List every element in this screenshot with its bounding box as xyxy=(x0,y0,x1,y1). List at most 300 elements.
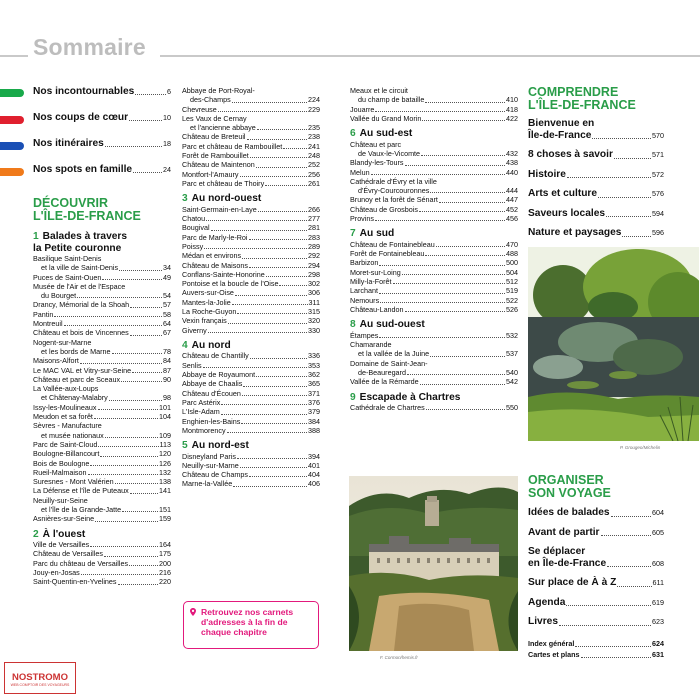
section-8-list xyxy=(350,331,518,387)
toc-entry-page: 394 xyxy=(308,451,320,461)
toc-entry-page: 526 xyxy=(506,304,518,314)
toc-entry[interactable] xyxy=(33,431,171,440)
toc-entry-page: 54 xyxy=(163,291,171,301)
toc-entry-title: Issy-les-Moulineaux xyxy=(33,402,97,412)
toc-entry-title: Château de Maisons xyxy=(182,260,248,270)
toc-entry[interactable] xyxy=(182,370,320,379)
toc-entry[interactable] xyxy=(33,356,171,365)
toc-entry-title: et l'ancienne abbaye xyxy=(190,123,256,133)
toc-entry xyxy=(33,421,171,430)
toc-entry[interactable] xyxy=(182,151,320,160)
organiser-heading: ORGANISER SON VOYAGE xyxy=(528,473,611,500)
toc-entry[interactable] xyxy=(350,305,518,314)
dot-leader xyxy=(380,302,505,303)
comprendre-heading: COMPRENDRE L'ÎLE-DE-FRANCE xyxy=(528,85,636,112)
toc-entry-page: 58 xyxy=(163,309,171,319)
toc-entry[interactable] xyxy=(350,214,518,223)
toc-entry-page: 444 xyxy=(506,186,518,196)
toc-entry[interactable] xyxy=(350,277,518,286)
toc-entry[interactable] xyxy=(33,568,171,577)
toc-entry[interactable] xyxy=(182,461,320,470)
toc-entry[interactable] xyxy=(182,307,320,316)
toc-entry[interactable] xyxy=(350,331,518,340)
toc-entry xyxy=(33,496,171,505)
section-9-list xyxy=(350,403,518,412)
dot-leader xyxy=(104,556,158,557)
toc-entry-page: 362 xyxy=(308,370,320,380)
organiser-item-6[interactable]: Livres 623 xyxy=(528,616,664,627)
toc-entry-title: Château et bois de Vincennes xyxy=(33,328,129,338)
toc-entry-page: 512 xyxy=(506,277,518,287)
toc-entry[interactable] xyxy=(182,407,320,416)
toc-entry-title: Suresnes - Mont Valérien xyxy=(33,477,114,487)
toc-entry-title: Château de Champs xyxy=(182,470,248,480)
toc-entry[interactable] xyxy=(182,170,320,179)
toc-entry-title: Chevreuse xyxy=(182,104,217,114)
toc-entry[interactable] xyxy=(350,149,518,158)
toc-entry xyxy=(33,282,171,291)
toc-entry-page: 500 xyxy=(506,258,518,268)
toc-entry-title: Les Vaux de Cernay xyxy=(182,113,247,123)
toc-entry[interactable] xyxy=(33,540,171,549)
toc-entry-page: 540 xyxy=(506,367,518,377)
dot-leader xyxy=(405,165,505,166)
toc-entry[interactable] xyxy=(350,158,518,167)
dot-leader xyxy=(54,316,162,317)
address-book-callout xyxy=(183,601,319,649)
toc-entry-page: 404 xyxy=(308,470,320,480)
toc-entry[interactable] xyxy=(182,326,320,335)
highlight-coups-de-coeur[interactable]: Nos coups de cœur 10 xyxy=(33,112,171,123)
toc-entry-title: Musée de l'Air et de l'Espace xyxy=(33,281,126,291)
dot-leader xyxy=(227,432,307,433)
toc-entry-title: Sèvres - Manufacture xyxy=(33,421,102,431)
toc-entry-page: 537 xyxy=(506,349,518,359)
toc-entry-title: Neuilly-sur-Marne xyxy=(182,460,239,470)
dot-leader xyxy=(249,239,307,240)
toc-entry-page: 542 xyxy=(506,377,518,387)
dot-leader xyxy=(211,230,307,231)
dot-leader xyxy=(235,295,307,296)
bar-itineraires xyxy=(0,142,24,150)
toc-entry-title: Poissy xyxy=(182,241,204,251)
toc-entry[interactable] xyxy=(182,205,320,214)
toc-entry-title: Domaine de Saint-Jean- xyxy=(350,358,428,368)
dot-leader xyxy=(606,216,651,217)
toc-entry[interactable] xyxy=(33,310,171,319)
dot-leader xyxy=(115,483,158,484)
toc-entry[interactable] xyxy=(33,459,171,468)
section-2-continued-list xyxy=(182,86,320,188)
dot-leader xyxy=(130,335,162,336)
toc-entry[interactable] xyxy=(33,468,171,477)
toc-entry[interactable] xyxy=(33,505,171,514)
dot-leader xyxy=(95,521,158,522)
toc-chapter-title: Saveurs locales xyxy=(528,207,606,219)
dot-leader xyxy=(240,467,307,468)
dot-leader xyxy=(105,437,158,438)
toc-entry-title: Nemours xyxy=(350,295,380,305)
dot-leader xyxy=(375,111,505,112)
comprendre-item-1[interactable]: Bienvenue en Île-de-France 570 xyxy=(528,118,664,141)
dot-leader xyxy=(371,174,505,175)
toc-entry[interactable] xyxy=(33,403,171,412)
dot-leader xyxy=(622,236,651,237)
toc-entry-title: et la ville de Saint-Denis xyxy=(41,263,119,273)
toc-entry-page: 241 xyxy=(308,141,320,151)
toc-entry[interactable] xyxy=(182,479,320,488)
toc-entry[interactable] xyxy=(350,403,518,412)
toc-entry[interactable] xyxy=(33,477,171,486)
bar-coups-de-coeur xyxy=(0,116,24,124)
toc-entry-title: et les bords de Marne xyxy=(41,346,111,356)
toc-entry[interactable] xyxy=(182,123,320,132)
toc-entry[interactable] xyxy=(182,389,320,398)
toc-entry[interactable] xyxy=(350,249,518,258)
toc-entry-title: Parc de Saint-Cloud xyxy=(33,439,98,449)
toc-entry[interactable] xyxy=(182,105,320,114)
toc-entry xyxy=(33,384,171,393)
toc-entry[interactable] xyxy=(33,300,171,309)
dot-leader xyxy=(265,185,307,186)
toc-entry[interactable] xyxy=(33,577,171,586)
toc-entry[interactable] xyxy=(182,379,320,388)
toc-entry-title: Étampes xyxy=(350,330,379,340)
toc-entry-page: 164 xyxy=(159,540,171,550)
dot-leader xyxy=(419,211,505,212)
toc-entry[interactable] xyxy=(182,417,320,426)
toc-entry-page: 365 xyxy=(308,379,320,389)
toc-entry[interactable] xyxy=(33,366,171,375)
toc-entry-title: Montreuil xyxy=(33,319,63,329)
toc-entry-page: 432 xyxy=(506,148,518,158)
dot-leader xyxy=(119,270,162,271)
toc-entry[interactable] xyxy=(350,186,518,195)
toc-entry-title: Château de Chantilly xyxy=(182,351,249,361)
toc-entry[interactable] xyxy=(182,270,320,279)
toc-entry[interactable] xyxy=(33,549,171,558)
toc-entry-title: Le MAC VAL et Vitry-sur-Seine xyxy=(33,365,132,375)
toc-entry-page: 120 xyxy=(159,449,171,459)
toc-entry-page: 256 xyxy=(308,169,320,179)
toc-entry-title: d'Évry-Courcouronnes xyxy=(358,186,430,196)
toc-entry[interactable] xyxy=(33,412,171,421)
toc-entry-title: Abbaye de Chaalis xyxy=(182,379,243,389)
dot-leader xyxy=(250,358,307,359)
highlight-spots-famille[interactable]: Nos spots en famille 24 xyxy=(33,164,171,175)
dot-leader xyxy=(242,395,307,396)
toc-entry-page: 224 xyxy=(308,95,320,105)
toc-entry-page: 151 xyxy=(159,505,171,515)
toc-entry-page: 456 xyxy=(506,214,518,224)
toc-entry-title: Giverny xyxy=(182,325,207,335)
logo-tagline: WEB COMPTOIR DES VOYAGEURS xyxy=(10,683,70,687)
toc-entry[interactable] xyxy=(182,251,320,260)
toc-entry-page: 519 xyxy=(506,286,518,296)
toc-entry[interactable] xyxy=(33,375,171,384)
toc-entry[interactable] xyxy=(182,214,320,223)
toc-entry[interactable] xyxy=(350,95,518,104)
toc-entry[interactable] xyxy=(182,298,320,307)
organiser-item-2[interactable]: Avant de partir 605 xyxy=(528,526,664,538)
toc-entry[interactable] xyxy=(33,559,171,568)
dot-leader xyxy=(379,293,505,294)
dot-leader xyxy=(407,374,505,375)
section-2-list xyxy=(33,540,171,586)
toc-entry-title: Bois de Boulogne xyxy=(33,458,90,468)
toc-entry-page: 113 xyxy=(159,439,171,449)
page-title: Sommaire xyxy=(33,34,146,60)
highlight-incontournables[interactable]: Nos incontournables 6 xyxy=(33,86,171,97)
toc-entry[interactable] xyxy=(350,205,518,214)
section-3-list xyxy=(182,205,320,335)
toc-entry-page: 418 xyxy=(506,104,518,114)
toc-entry[interactable] xyxy=(33,328,171,337)
dot-leader xyxy=(233,486,307,487)
toc-entry-title: Meudon et sa forêt xyxy=(33,412,93,422)
toc-chapter-page: 572 xyxy=(652,169,664,179)
toc-entry[interactable] xyxy=(33,486,171,495)
toc-entry-page: 306 xyxy=(308,288,320,298)
toc-entry-page: 266 xyxy=(308,204,320,214)
toc-entry-page: 57 xyxy=(163,300,171,310)
toc-entry-page: 104 xyxy=(159,412,171,422)
toc-entry[interactable] xyxy=(182,398,320,407)
dot-leader xyxy=(208,332,307,333)
toc-chapter-title: Nature et paysages xyxy=(528,227,622,238)
toc-entry[interactable] xyxy=(182,351,320,360)
castle-photo xyxy=(349,476,518,651)
toc-entry-page: 532 xyxy=(506,330,518,340)
toc-entry[interactable] xyxy=(33,291,171,300)
toc-entry-page: 371 xyxy=(308,388,320,398)
toc-entry[interactable] xyxy=(182,223,320,232)
toc-entry[interactable] xyxy=(33,319,171,328)
toc-entry[interactable] xyxy=(182,452,320,461)
toc-entry-title: Abbaye de Port-Royal- xyxy=(182,86,255,95)
toc-entry[interactable] xyxy=(182,316,320,325)
toc-entry[interactable] xyxy=(182,242,320,251)
dot-leader xyxy=(221,414,307,415)
toc-entry-page: 220 xyxy=(159,577,171,587)
nostromo-logo xyxy=(4,662,76,694)
toc-entry xyxy=(182,114,320,123)
toc-entry[interactable] xyxy=(33,347,171,356)
toc-entry-title: Château-Landon xyxy=(350,304,404,314)
toc-entry[interactable] xyxy=(182,361,320,370)
dot-leader xyxy=(90,546,158,547)
dot-leader xyxy=(241,423,307,424)
toc-entry-page: 229 xyxy=(308,104,320,114)
header-rule-right xyxy=(160,55,700,57)
toc-entry-page: 302 xyxy=(308,279,320,289)
toc-chapter-title: Arts et culture xyxy=(528,188,598,199)
dot-leader xyxy=(221,404,307,405)
toc-entry-title: Drancy, Mémorial de la Shoah xyxy=(33,300,130,310)
dot-leader xyxy=(118,584,158,585)
toc-entry[interactable] xyxy=(182,426,320,435)
toc-entry-page: 252 xyxy=(308,160,320,170)
comprendre-list xyxy=(528,149,664,239)
dot-leader xyxy=(420,384,505,385)
toc-entry xyxy=(350,140,518,149)
toc-chapter-entry[interactable] xyxy=(528,149,664,161)
column-3 xyxy=(350,86,518,412)
toc-entry[interactable] xyxy=(182,288,320,297)
toc-entry-title: Nogent-sur-Marne xyxy=(33,337,92,347)
toc-entry[interactable] xyxy=(33,449,171,458)
bar-spots-famille xyxy=(0,168,24,176)
toc-entry-title: Château d'Écouen xyxy=(182,388,241,398)
dot-leader xyxy=(375,220,505,221)
toc-entry[interactable] xyxy=(350,349,518,358)
toc-entry-title: Rueil-Malmaison xyxy=(33,467,87,477)
toc-entry-page: 298 xyxy=(308,269,320,279)
toc-entry[interactable] xyxy=(33,263,171,272)
toc-entry-page: 159 xyxy=(159,514,171,524)
dot-leader xyxy=(436,246,505,247)
section-4-heading: 4 Au nord xyxy=(182,339,231,351)
highlight-itineraires[interactable]: Nos itinéraires 18 xyxy=(33,138,171,149)
dot-leader xyxy=(121,381,162,382)
toc-entry[interactable] xyxy=(182,279,320,288)
maps-entry[interactable]: Cartes et plans 631 xyxy=(528,649,664,659)
toc-entry-title: Château de Fontainebleau xyxy=(350,239,435,249)
toc-entry-page: 388 xyxy=(308,425,320,435)
toc-entry[interactable] xyxy=(350,296,518,305)
toc-entry-title: Château et parc xyxy=(350,139,402,149)
section-6-list xyxy=(350,140,518,224)
toc-entry-title: Parc et château de Rambouillet xyxy=(182,141,283,151)
toc-entry-page: 522 xyxy=(506,295,518,305)
toc-entry[interactable] xyxy=(182,470,320,479)
index-entry[interactable]: Index général 624 xyxy=(528,638,664,648)
toc-entry[interactable] xyxy=(350,240,518,249)
location-pin-icon xyxy=(189,608,197,616)
toc-entry[interactable] xyxy=(350,268,518,277)
column-4 xyxy=(528,86,664,247)
pond-photo xyxy=(528,247,699,441)
toc-entry-page: 550 xyxy=(506,403,518,413)
organiser-item-3[interactable]: Se déplacer en Île-de-France 608 xyxy=(528,546,664,569)
toc-entry[interactable] xyxy=(350,258,518,267)
dot-leader xyxy=(249,267,307,268)
toc-entry-title: Cathédrale de Chartres xyxy=(350,403,425,413)
toc-entry[interactable] xyxy=(182,142,320,151)
toc-entry-title: Cathédrale d'Évry et la ville xyxy=(350,176,437,186)
toc-entry[interactable] xyxy=(350,286,518,295)
organiser-item-4[interactable]: Sur place de À à Z 611 xyxy=(528,577,664,588)
toc-entry[interactable] xyxy=(350,105,518,114)
toc-entry-page: 401 xyxy=(308,460,320,470)
dot-leader xyxy=(218,111,307,112)
toc-entry[interactable] xyxy=(182,132,320,141)
toc-entry[interactable] xyxy=(182,160,320,169)
toc-entry-title: Brunoy et la forêt de Sénart xyxy=(350,195,438,205)
toc-entry-title: La Roche-Guyon xyxy=(182,307,237,317)
toc-entry-page: 289 xyxy=(308,241,320,251)
toc-chapter-entry[interactable] xyxy=(528,208,664,220)
toc-entry-title: et Châtenay-Malabry xyxy=(41,393,108,403)
organiser-item-1[interactable]: Idées de balades 604 xyxy=(528,507,664,518)
toc-entry-title: Senlis xyxy=(182,360,202,370)
toc-entry[interactable] xyxy=(33,273,171,282)
toc-entry[interactable] xyxy=(350,195,518,204)
dot-leader xyxy=(258,211,307,212)
toc-entry[interactable] xyxy=(350,114,518,123)
toc-entry-title: Forêt de Rambouillet xyxy=(182,151,249,161)
toc-entry xyxy=(350,359,518,368)
toc-entry-page: 440 xyxy=(506,167,518,177)
toc-entry-page: 261 xyxy=(308,178,320,188)
toc-entry-title: Montmorency xyxy=(182,425,226,435)
toc-entry xyxy=(350,177,518,186)
organiser-item-5[interactable]: Agenda 619 xyxy=(528,596,664,608)
toc-entry-title: Château de Versailles xyxy=(33,549,103,559)
toc-entry[interactable] xyxy=(182,233,320,242)
bar-incontournables xyxy=(0,89,24,97)
dot-leader xyxy=(567,177,651,178)
toc-entry[interactable] xyxy=(350,168,518,177)
toc-entry-page: 248 xyxy=(308,151,320,161)
toc-entry-page: 281 xyxy=(308,223,320,233)
toc-entry[interactable] xyxy=(350,377,518,386)
toc-chapter-entry[interactable] xyxy=(528,169,664,181)
dot-leader xyxy=(64,325,162,326)
toc-entry-page: 109 xyxy=(159,430,171,440)
toc-entry-title: Chamarande xyxy=(350,340,392,350)
castle-photo-credit: F. Cormon/hemis.fr xyxy=(380,655,418,660)
toc-entry[interactable] xyxy=(182,179,320,188)
dot-leader xyxy=(430,356,505,357)
toc-entry[interactable] xyxy=(182,95,320,104)
dot-leader xyxy=(100,456,158,457)
toc-entry[interactable] xyxy=(350,368,518,377)
toc-entry-title: Blandy-les-Tours xyxy=(350,158,404,168)
toc-entry[interactable] xyxy=(33,393,171,402)
toc-entry-title: Montfort-l'Amaury xyxy=(182,169,239,179)
dot-leader xyxy=(430,192,505,193)
dot-leader xyxy=(88,474,158,475)
toc-entry-page: 470 xyxy=(506,239,518,249)
toc-entry[interactable] xyxy=(33,440,171,449)
toc-entry[interactable] xyxy=(182,261,320,270)
dot-leader xyxy=(614,158,651,159)
toc-entry-title: Château de Breteuil xyxy=(182,132,246,142)
section-8-heading: 8 Au sud-ouest xyxy=(350,319,425,331)
dot-leader xyxy=(112,353,162,354)
toc-entry[interactable] xyxy=(33,514,171,523)
toc-entry-title: Moret-sur-Loing xyxy=(350,267,401,277)
toc-entry-title: de Vaux-le-Vicomte xyxy=(358,148,421,158)
toc-entry-title: Vallée du Grand Morin xyxy=(350,113,422,123)
column-1 xyxy=(33,86,171,587)
toc-entry xyxy=(350,340,518,349)
toc-entry-page: 406 xyxy=(308,479,320,489)
toc-entry-page: 320 xyxy=(308,316,320,326)
toc-chapter-page: 571 xyxy=(652,150,664,159)
toc-entry-title: Puces de Saint-Ouen xyxy=(33,272,102,282)
pond-photo-credit: P. Grougeo/Michelin xyxy=(620,445,661,450)
toc-chapter-entry[interactable] xyxy=(528,227,664,239)
toc-chapter-entry[interactable] xyxy=(528,188,664,200)
toc-chapter-title: 8 choses à savoir xyxy=(528,149,613,160)
toc-entry-page: 87 xyxy=(163,365,171,375)
toc-entry-title: Forêt de Fontainebleau xyxy=(350,249,425,259)
dot-leader xyxy=(425,255,505,256)
logo-name: NOSTROMO xyxy=(12,672,68,683)
toc-entry-page: 447 xyxy=(506,195,518,205)
